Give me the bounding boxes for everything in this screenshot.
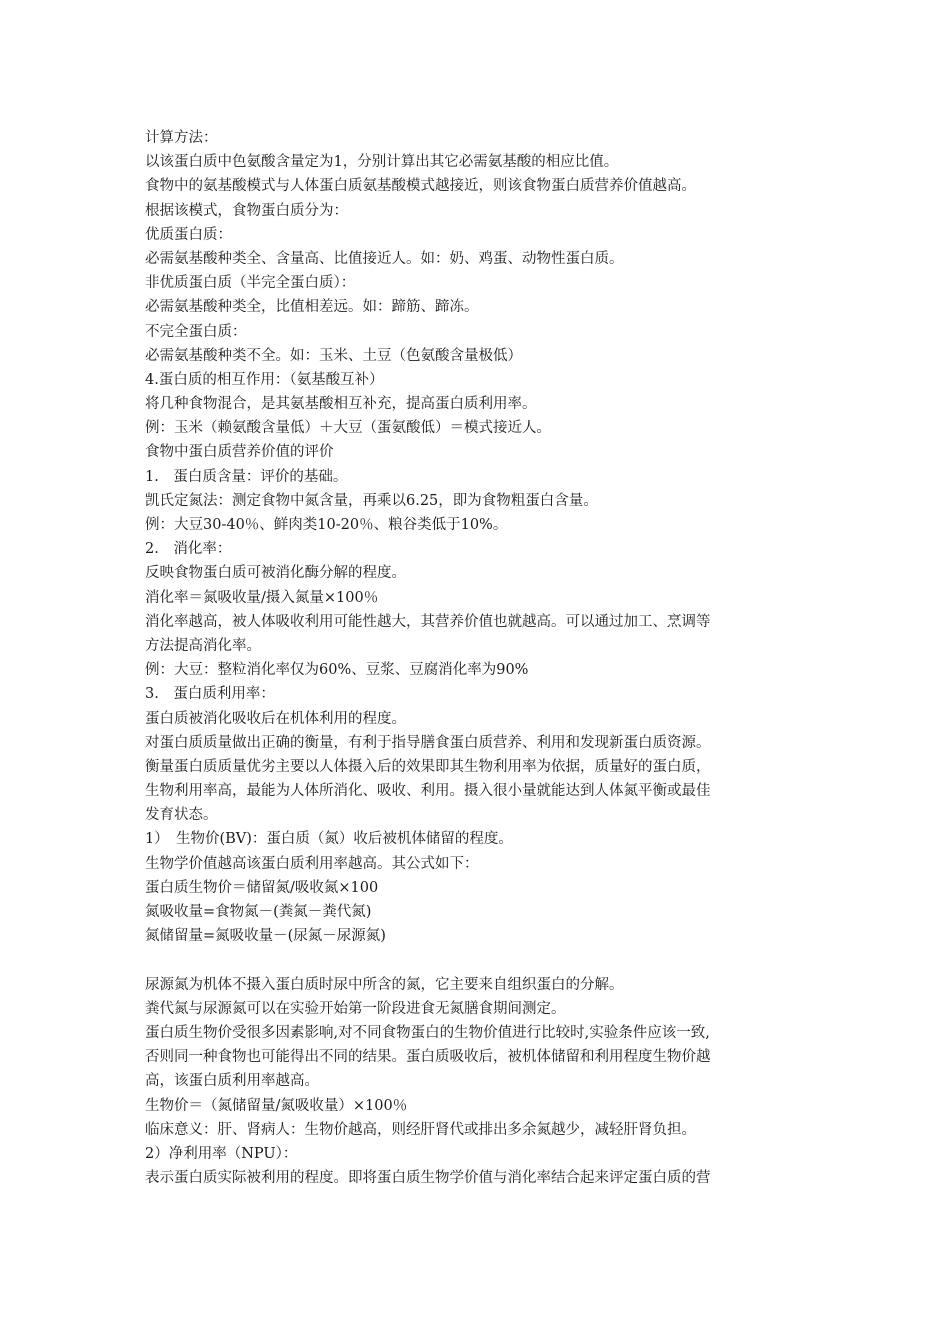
formula-line: 氮吸收量=食物氮－(粪氮－粪代氮) [145, 904, 372, 920]
text-line: 例：玉米（赖氨酸含量低）＋大豆（蛋氨酸低）＝模式接近人。 [145, 420, 551, 437]
text-line: 不完全蛋白质： [145, 323, 247, 340]
text-line: 优质蛋白质： [145, 226, 232, 243]
text-line: 必需氨基酸种类不全。如：玉米、土豆（色氨酸含量极低） [145, 347, 522, 364]
text-line: 根据该模式，食物蛋白质分为： [145, 202, 348, 219]
text-line: 必需氨基酸种类全、含量高、比值接近人。如：奶、鸡蛋、动物性蛋白质。 [145, 250, 624, 267]
text-line: 计算方法： [145, 130, 218, 146]
text-line: 否则同一种食物也可能得出不同的结果。蛋白质吸收后，被机体储留和利用程度生物价越 [145, 1049, 711, 1066]
text-line: 例：大豆：整粒消化率仅为60%、豆浆、豆腐消化率为90% [145, 662, 529, 679]
numbered-heading: 3. 蛋白质利用率： [145, 686, 275, 703]
text-line: 方法提高消化率。 [145, 637, 261, 654]
numbered-heading: 2）净利用率（NPU）： [145, 1145, 298, 1162]
section-heading: 食物中蛋白质营养价值的评价 [145, 444, 334, 461]
blank-line [145, 948, 815, 972]
text-line: 生物学价值越高该蛋白质利用率越高。其公式如下： [145, 855, 479, 872]
formula-line: 生物价＝（氮储留量/氮吸收量）×100％ [145, 1097, 408, 1114]
section-heading: 4.蛋白质的相互作用：（氨基酸互补） [145, 371, 384, 388]
text-line: 必需氨基酸种类全，比值相差远。如：蹄筋、蹄冻。 [145, 299, 479, 316]
text-line: 粪代氮与尿源氮可以在实验开始第一阶段进食无氮膳食期间测定。 [145, 1000, 566, 1017]
text-line: 发育状态。 [145, 807, 218, 824]
text-line: 蛋白质被消化吸收后在机体利用的程度。 [145, 710, 406, 727]
text-line: 蛋白质生物价受很多因素影响,对不同食物蛋白的生物价值进行比较时,实验条件应该一致, [145, 1024, 710, 1041]
numbered-heading: 2. 消化率： [145, 541, 232, 558]
text-line: 临床意义：肝、肾病人：生物价越高，则经肝肾代或排出多余氮越少，减轻肝肾负担。 [145, 1121, 696, 1138]
text-line: 将几种食物混合，是其氨基酸相互补充，提高蛋白质利用率。 [145, 396, 537, 413]
text-line: 非优质蛋白质（半完全蛋白质）： [145, 275, 356, 292]
text-line: 凯氏定氮法：测定食物中氮含量，再乘以6.25，即为食物粗蛋白含量。 [145, 492, 598, 509]
document-body [145, 126, 815, 1190]
text-line: 尿源氮为机体不摄入蛋白质时尿中所含的氮，它主要来自组织蛋白的分解。 [145, 976, 624, 993]
numbered-heading: 1） 生物价(BV)：蛋白质（氮）收后被机体储留的程度。 [145, 831, 513, 848]
text-line: 生物利用率高，最能为人体所消化、吸收、利用。摄入很小量就能达到人体氮平衡或最佳 [145, 783, 711, 800]
text-line: 对蛋白质质量做出正确的衡量，有利于指导膳食蛋白质营养、利用和发现新蛋白质资源。 [145, 734, 711, 751]
text-line: 衡量蛋白质质量优劣主要以人体摄入后的效果即其生物利用率为依据，质量好的蛋白质， [145, 758, 711, 775]
text-line: 消化率越高，被人体吸收利用可能性越大，其营养价值也就越高。可以通过加工、烹调等 [145, 613, 711, 630]
text-line: 食物中的氨基酸模式与人体蛋白质氨基酸模式越接近，则该食物蛋白质营养价值越高。 [145, 178, 696, 195]
text-line: 反映食物蛋白质可被消化酶分解的程度。 [145, 565, 406, 582]
text-line: 例：大豆30-40％、鲜肉类10-20％、粮谷类低于10%。 [145, 517, 508, 533]
text-line: 高，该蛋白质利用率越高。 [145, 1073, 319, 1090]
formula-line: 氮储留量=氮吸收量－(尿氮－尿源氮) [145, 928, 386, 945]
formula-line: 蛋白质生物价＝储留氮/吸收氮×100 [145, 879, 379, 896]
text-line: 以该蛋白质中色氨酸含量定为1，分别计算出其它必需氨基酸的相应比值。 [145, 154, 619, 171]
text-line: 表示蛋白质实际被利用的程度。即将蛋白质生物学价值与消化率结合起来评定蛋白质的营 [145, 1170, 711, 1187]
formula-line: 消化率＝氮吸收量/摄入氮量×100％ [145, 589, 379, 606]
numbered-heading: 1. 蛋白质含量：评价的基础。 [145, 468, 348, 485]
